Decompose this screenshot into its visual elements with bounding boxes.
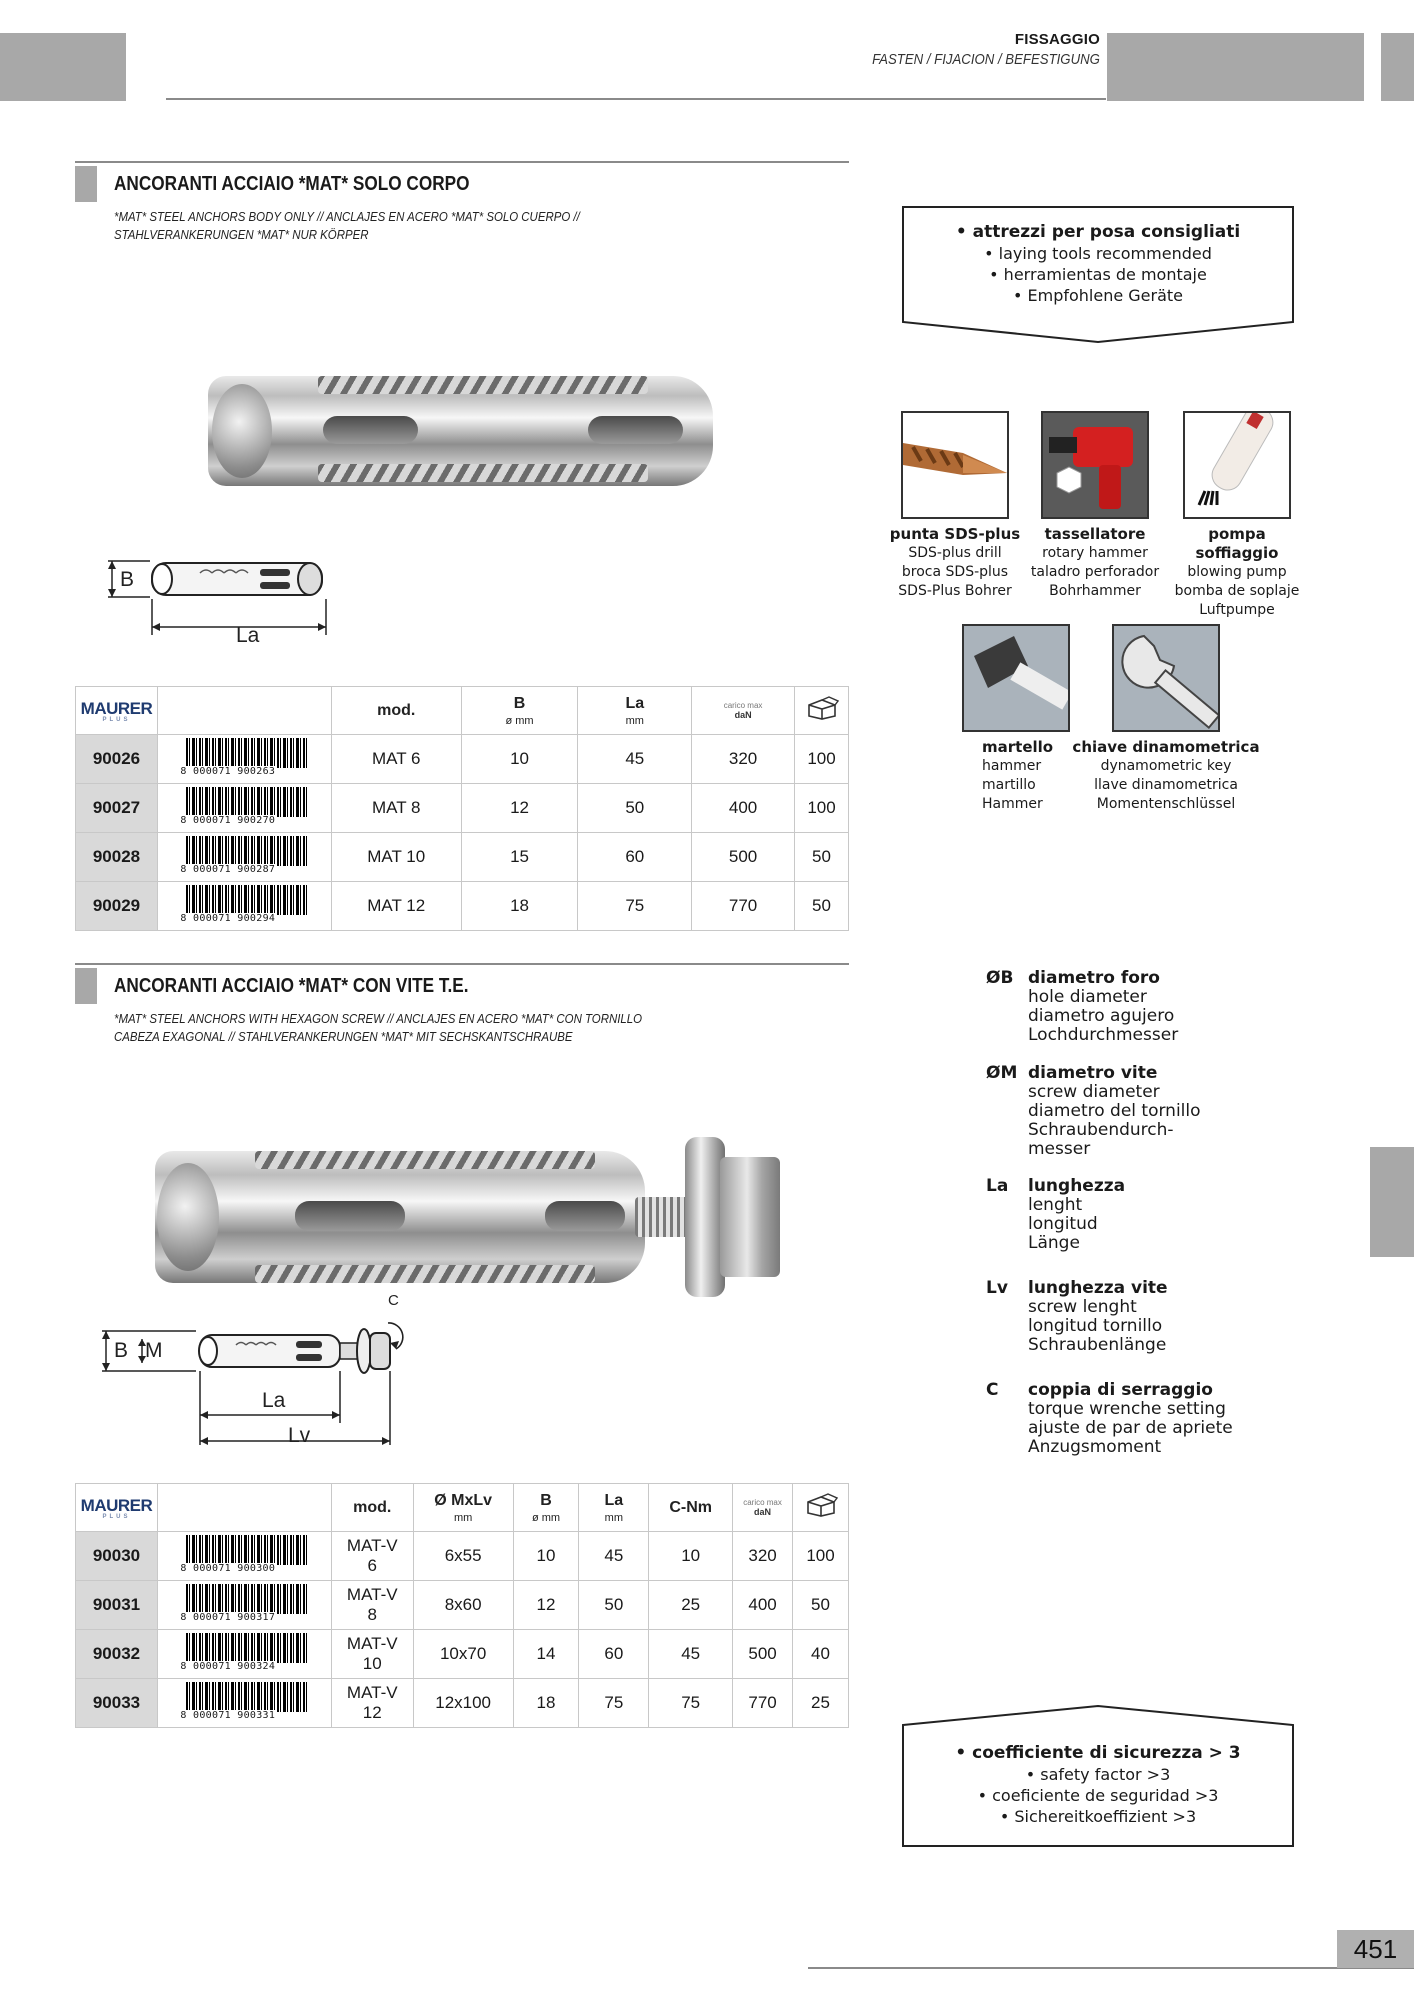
blowing-pump-icon (1183, 411, 1291, 519)
table-header-row (76, 687, 849, 735)
section2-marker (75, 968, 97, 1004)
legend-l2: longitud tornillo (1028, 1316, 1163, 1336)
table-row (76, 1679, 849, 1728)
tool-desc-2: broca SDS-plus (901, 564, 1009, 580)
anchor-drawing-body-only (100, 555, 340, 655)
legend-l2: diametro del tornillo (1028, 1101, 1201, 1121)
anchor-photo-body-only (208, 372, 718, 490)
tool-name: martello (982, 738, 1054, 756)
table-row (76, 1630, 849, 1679)
product-table-body-only (75, 686, 849, 931)
header-la-unit: mm (625, 714, 644, 727)
header-pack (795, 687, 849, 735)
row-la: 60 (579, 1630, 649, 1679)
row-code: 90033 (76, 1679, 158, 1728)
product-table-with-screw (75, 1483, 849, 1728)
tools-callout-line1: • attrezzi per posa consigliati (955, 222, 1241, 242)
row-b: 10 (513, 1532, 579, 1581)
row-pack: 50 (795, 833, 849, 882)
tool-blowing-pump (1168, 411, 1306, 620)
row-mod-line2: 12 (362, 1703, 382, 1722)
drill-bit-icon (901, 411, 1009, 519)
legend-l1: hole diameter (1028, 987, 1147, 1007)
row-b: 12 (513, 1581, 579, 1630)
maurer-logo (76, 699, 157, 723)
header-la-unit: mm (604, 1511, 623, 1524)
row-ean: 8 000071 900317 (180, 1611, 276, 1623)
tool-torque-wrench (1066, 624, 1266, 814)
tool-name: pompa soffiaggio (1195, 525, 1279, 562)
header-la (579, 1484, 649, 1532)
row-la: 45 (579, 1532, 649, 1581)
section2-rule (75, 963, 849, 965)
tool-name: tassellatore (1044, 525, 1146, 543)
row-code: 90028 (76, 833, 158, 882)
tool-desc-1: hammer (982, 758, 1042, 774)
row-barcode (157, 882, 331, 931)
row-load: 500 (733, 1630, 793, 1679)
legend-title: lunghezza (1028, 1176, 1126, 1196)
row-load: 770 (692, 882, 795, 931)
tool-desc-1: blowing pump (1187, 564, 1287, 580)
row-ean: 8 000071 900263 (180, 765, 276, 777)
row-la: 50 (578, 784, 692, 833)
legend-symbol: ØM (986, 1063, 1018, 1083)
header-b-unit: ø mm (531, 1511, 561, 1524)
tool-desc-2: bomba de soplaje (1174, 583, 1300, 599)
tool-name: chiave dinamometrica (1072, 738, 1260, 756)
header-load-label: carico max (743, 1498, 782, 1507)
table-row (76, 1581, 849, 1630)
tool-desc-1: SDS-plus drill (908, 545, 1002, 561)
row-b: 18 (513, 1679, 579, 1728)
tool-desc-2: llave dinamometrica (1094, 777, 1238, 793)
row-ean: 8 000071 900270 (180, 814, 276, 826)
header-mlv-unit: mm (453, 1511, 473, 1524)
legend-l1: lenght (1028, 1195, 1083, 1215)
wrench-icon (1112, 624, 1220, 732)
row-mod: MAT 10 (331, 833, 461, 882)
row-barcode (157, 784, 331, 833)
row-code: 90027 (76, 784, 158, 833)
header-b-label: B (540, 1491, 552, 1509)
tools-callout-line2: • laying tools recommended (984, 244, 1212, 263)
row-mod-line1: MAT-V (346, 1536, 398, 1555)
row-ean: 8 000071 900331 (180, 1709, 276, 1721)
row-pack: 100 (793, 1532, 849, 1581)
legend-l2: longitud (1028, 1214, 1098, 1234)
brand-sub: PLUS (102, 1513, 131, 1520)
section1-marker (75, 166, 97, 202)
legend-symbol: Lv (986, 1278, 1008, 1298)
header-mod-label: mod. (353, 1498, 392, 1516)
legend-title: coppia di serraggio (1028, 1380, 1213, 1400)
legend-l1: screw diameter (1028, 1082, 1160, 1102)
tool-desc-3: Momentenschlüssel (1096, 796, 1236, 812)
header-load-unit: daN (754, 1507, 772, 1517)
row-la: 45 (578, 735, 692, 784)
table-header-row (76, 1484, 849, 1532)
row-mod-line2: 8 (367, 1605, 377, 1624)
row-b: 12 (461, 784, 578, 833)
row-mod: MAT 12 (331, 882, 461, 931)
legend-l3: Anzugsmoment (1028, 1437, 1162, 1457)
legend-title: diametro foro (1028, 968, 1160, 988)
row-mod-line1: MAT-V (346, 1683, 398, 1702)
rotary-hammer-icon (1041, 411, 1149, 519)
row-mod-line2: 6 (367, 1556, 377, 1575)
row-la: 75 (578, 882, 692, 931)
tool-desc-1: dynamometric key (1100, 758, 1232, 774)
row-b: 18 (461, 882, 578, 931)
legend-l1: torque wrenche setting (1028, 1399, 1226, 1419)
row-b: 10 (461, 735, 578, 784)
safety-callout-line2: • safety factor >3 (1025, 1765, 1171, 1784)
row-la: 75 (579, 1679, 649, 1728)
row-cnm: 75 (649, 1679, 733, 1728)
row-mod: MAT 6 (331, 735, 461, 784)
tool-sds-drill (886, 411, 1024, 601)
header-cnm (649, 1484, 733, 1532)
row-load: 400 (733, 1581, 793, 1630)
legend-l2: diametro agujero (1028, 1006, 1175, 1026)
header-load-label: carico max (723, 701, 763, 710)
tool-desc-3: Bohrhammer (1049, 583, 1141, 599)
tool-desc-3: Hammer (982, 796, 1043, 812)
row-mod (331, 1679, 413, 1728)
maurer-logo (76, 1496, 157, 1520)
row-mod-line1: MAT-V (346, 1585, 398, 1604)
brand-sub: PLUS (102, 716, 131, 723)
page-number: 451 (1337, 1930, 1414, 1968)
header-cnm-label: C-Nm (669, 1498, 713, 1516)
dim-label-lv: Lv (288, 1424, 311, 1447)
dimension-legend (986, 969, 1286, 1469)
legend-symbol: C (986, 1380, 999, 1400)
legend-symbol: ØB (986, 968, 1014, 988)
row-load: 320 (692, 735, 795, 784)
dim-label-la: La (262, 1389, 286, 1412)
row-mlv: 6x55 (413, 1532, 513, 1581)
header-ean-cell (157, 1484, 331, 1532)
brand-name: MAURER (80, 1495, 153, 1515)
section1-subtitle: *MAT* STEEL ANCHORS BODY ONLY // ANCLAJES EN ACERO *MAT* SOLO CUERPO // STAHLVERANKERUNGEN *MAT* NUR KÖRPER (114, 209, 580, 242)
header-ean-cell (157, 687, 331, 735)
header-pack (793, 1484, 849, 1532)
header-la-label: La (604, 1491, 624, 1509)
row-load: 400 (692, 784, 795, 833)
header-b (513, 1484, 579, 1532)
header-block-right (1107, 33, 1364, 101)
row-la: 60 (578, 833, 692, 882)
row-code: 90032 (76, 1630, 158, 1679)
tool-desc-2: martillo (982, 777, 1036, 793)
header-load (692, 687, 795, 735)
legend-l3: Schraubenlänge (1028, 1335, 1167, 1355)
table-row (76, 833, 849, 882)
box-icon (805, 696, 839, 720)
row-pack: 100 (795, 735, 849, 784)
header-block-left (0, 33, 126, 101)
dim-label-la: La (236, 624, 260, 647)
row-barcode (157, 1679, 331, 1728)
table-row (76, 1532, 849, 1581)
row-pack: 100 (795, 784, 849, 833)
header-la-label: La (625, 694, 645, 712)
legend-title: diametro vite (1028, 1063, 1158, 1083)
row-mlv: 10x70 (413, 1630, 513, 1679)
section2-title: ANCORANTI ACCIAIO *MAT* CON VITE T.E. (114, 975, 469, 997)
row-code: 90029 (76, 882, 158, 931)
header-load-unit: daN (734, 710, 752, 720)
section1-title: ANCORANTI ACCIAIO *MAT* SOLO CORPO (114, 173, 470, 195)
anchor-photo-with-screw (155, 1137, 785, 1297)
header-category-subtitle: FASTEN / FIJACION / BEFESTIGUNG (872, 51, 1100, 68)
row-barcode (157, 735, 331, 784)
header-mod (331, 1484, 413, 1532)
chapter-tab (1370, 1147, 1414, 1257)
row-mlv: 12x100 (413, 1679, 513, 1728)
dim-label-b: B (114, 1339, 129, 1362)
tool-rotary-hammer (1026, 411, 1164, 601)
row-cnm: 10 (649, 1532, 733, 1581)
row-mod (331, 1630, 413, 1679)
header-category-title: FISSAGGIO (1014, 31, 1100, 48)
box-icon (804, 1493, 838, 1517)
tools-callout-line3: • herramientas de montaje (989, 265, 1207, 284)
dim-label-c: C (388, 1292, 399, 1309)
row-load: 770 (733, 1679, 793, 1728)
header-b (461, 687, 578, 735)
safety-factor-callout (902, 1705, 1294, 1847)
tool-desc-2: taladro perforador (1030, 564, 1160, 580)
section1-rule (75, 161, 849, 163)
row-pack: 50 (793, 1581, 849, 1630)
row-code: 90026 (76, 735, 158, 784)
anchor-drawing-with-screw (96, 1295, 426, 1455)
row-mod (331, 1581, 413, 1630)
footer-rule (808, 1967, 1414, 1969)
row-ean: 8 000071 900324 (180, 1660, 276, 1672)
header-rule (166, 98, 1106, 100)
row-cnm: 45 (649, 1630, 733, 1679)
row-mod: MAT 8 (331, 784, 461, 833)
header-mlv (413, 1484, 513, 1532)
dim-label-b: B (120, 568, 135, 591)
row-mlv: 8x60 (413, 1581, 513, 1630)
brand-logo-cell (76, 687, 158, 735)
row-b: 15 (461, 833, 578, 882)
row-mod-line1: MAT-V (346, 1634, 398, 1653)
legend-l3: Schraubendurch- (1028, 1120, 1174, 1140)
table-row (76, 882, 849, 931)
header-mlv-label: Ø MxLv (434, 1491, 493, 1509)
row-barcode (157, 833, 331, 882)
row-pack: 50 (795, 882, 849, 931)
header-block-edge (1381, 33, 1414, 101)
row-load: 320 (733, 1532, 793, 1581)
tool-hammer (946, 624, 1086, 814)
dim-label-m: M (145, 1339, 163, 1362)
row-b: 14 (513, 1630, 579, 1679)
row-load: 500 (692, 833, 795, 882)
row-ean: 8 000071 900294 (180, 912, 276, 924)
row-pack: 40 (793, 1630, 849, 1679)
brand-name: MAURER (80, 698, 153, 718)
header-b-unit: ø mm (505, 714, 534, 727)
row-cnm: 25 (649, 1581, 733, 1630)
row-barcode (157, 1532, 331, 1581)
row-ean: 8 000071 900300 (180, 1562, 276, 1574)
tools-callout-line4: • Empfohlene Geräte (1012, 286, 1184, 305)
row-barcode (157, 1630, 331, 1679)
tool-name: punta SDS-plus (889, 525, 1021, 543)
safety-callout-line1: • coefficiente di sicurezza > 3 (955, 1743, 1241, 1763)
header-la (578, 687, 692, 735)
legend-l3: Länge (1028, 1233, 1080, 1253)
row-mod (331, 1532, 413, 1581)
table-row (76, 735, 849, 784)
legend-symbol: La (986, 1176, 1009, 1196)
header-mod-label: mod. (377, 701, 416, 719)
legend-l2: ajuste de par de apriete (1028, 1418, 1233, 1438)
tools-recommended-callout (902, 206, 1294, 344)
tool-desc-3: SDS-Plus Bohrer (898, 583, 1012, 599)
legend-title: lunghezza vite (1028, 1278, 1168, 1298)
safety-callout-line3: • coeficiente de seguridad >3 (977, 1786, 1219, 1805)
hammer-icon (962, 624, 1070, 732)
legend-l4: messer (1028, 1139, 1091, 1159)
table-row (76, 784, 849, 833)
row-la: 50 (579, 1581, 649, 1630)
row-mod-line2: 10 (362, 1654, 382, 1673)
brand-logo-cell (76, 1484, 158, 1532)
tool-desc-1: rotary hammer (1042, 545, 1148, 561)
section2-subtitle: *MAT* STEEL ANCHORS WITH HEXAGON SCREW // ANCLAJES EN ACERO *MAT* CON TORNILLO CABEZA EXAGONAL // STAHLVERANKERUNGEN *MAT* MIT SECHSKANTSCHRAUBE (114, 1011, 643, 1044)
row-pack: 25 (793, 1679, 849, 1728)
row-ean: 8 000071 900287 (180, 863, 276, 875)
tool-desc-3: Luftpumpe (1199, 602, 1275, 618)
header-load (733, 1484, 793, 1532)
header-category (841, 31, 1100, 68)
legend-l3: Lochdurchmesser (1028, 1025, 1179, 1045)
row-code: 90031 (76, 1581, 158, 1630)
header-b-label: B (513, 694, 526, 712)
row-code: 90030 (76, 1532, 158, 1581)
header-mod (331, 687, 461, 735)
safety-callout-line4: • Sichereitkoeffizient >3 (999, 1807, 1197, 1826)
row-barcode (157, 1581, 331, 1630)
legend-l1: screw lenght (1028, 1297, 1137, 1317)
